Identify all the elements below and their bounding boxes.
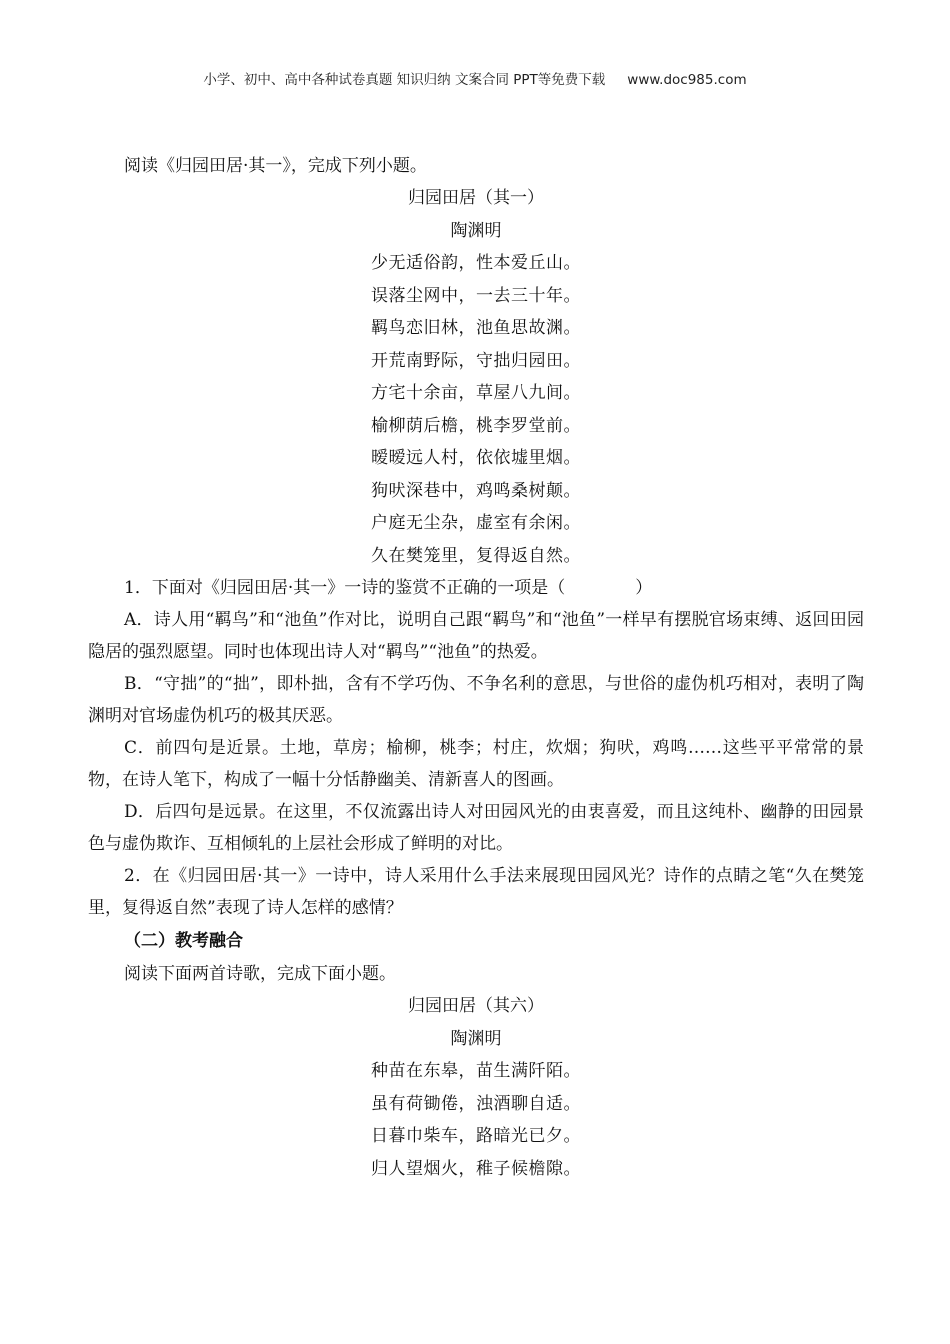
poem1-title: 归园田居（其一） [408,188,544,208]
poem2-line: 日暮巾柴车，路暗光已夕。 [371,1126,581,1146]
poem2 [88,990,864,1185]
poem1-line: 榆柳荫后檐，桃李罗堂前。 [371,415,581,436]
poem2-title: 归园田居（其六） [408,996,544,1016]
question-1-stem [88,572,864,604]
question-1-stem-close: ） [635,578,653,598]
poem2-line: 归人望烟火，稚子候檐隙。 [371,1158,581,1179]
page-header [0,68,950,88]
poem1-line: 羁鸟恋旧林，池鱼思故渊。 [371,318,581,338]
poem1-line: 开荒南野际，守拙归园田。 [371,350,581,371]
poem1-author: 陶渊明 [450,220,502,241]
poem1 [88,182,864,572]
question-1-stem-text: 1．下面对《归园田居·其一》一诗的鉴赏不正确的一项是（ [124,578,566,598]
poem1-line: 狗吠深巷中，鸡鸣桑树颠。 [371,480,581,501]
option-c: C．前四句是近景。土地，草房；榆柳，桃李；村庄，炊烟；狗吠，鸡鸣……这些平平常常的景物，在诗人笔下，构成了一幅十分恬静幽美、清新喜人的图画。 [88,738,864,790]
section-heading: （二）教考融合 [124,931,243,951]
header-text: 小学、初中、高中各种试卷真题 知识归纳 文案合同 PPT等免费下载 [203,72,606,88]
poem1-line: 方宅十余亩，草屋八九间。 [371,383,581,403]
document-body [88,150,864,1185]
intro-poem1: 阅读《归园田居·其一》，完成下列小题。 [124,156,427,176]
header-url[interactable]: www.doc985.com [627,72,747,88]
poem1-line: 误落尘网中，一去三十年。 [371,285,581,306]
intro-poem2: 阅读下面两首诗歌，完成下面小题。 [124,964,396,984]
poem2-author: 陶渊明 [450,1028,502,1049]
question-2: 2．在《归园田居·其一》一诗中，诗人采用什么手法来展现田园风光？诗作的点睛之笔“久在樊笼里，复得返自然”表现了诗人怎样的感情？ [88,866,864,918]
option-a: A．诗人用“羁鸟”和“池鱼”作对比，说明自己跟“羁鸟”和“池鱼”一样早有摆脱官场束缚、返回田园隐居的强烈愿望。同时也体现出诗人对“羁鸟”“池鱼”的热爱。 [88,610,864,662]
poem1-line: 久在樊笼里，复得返自然。 [371,545,581,566]
poem1-line: 户庭无尘杂，虚室有余闲。 [371,513,581,533]
option-d: D．后四句是远景。在这里，不仅流露出诗人对田园风光的由衷喜爱，而且这纯朴、幽静的田园景色与虚伪欺诈、互相倾轧的上层社会形成了鲜明的对比。 [88,802,864,854]
poem2-line: 种苗在东皋，苗生满阡陌。 [371,1061,581,1081]
option-b: B．“守拙”的“拙”，即朴拙，含有不学巧伪、不争名利的意思，与世俗的虚伪机巧相对，表明了陶渊明对官场虚伪机巧的极其厌恶。 [88,674,864,726]
poem2-line: 虽有荷锄倦，浊酒聊自适。 [371,1093,581,1114]
poem1-line: 少无适俗韵，性本爱丘山。 [371,253,581,273]
poem1-line: 暧暧远人村，依依墟里烟。 [371,448,581,468]
